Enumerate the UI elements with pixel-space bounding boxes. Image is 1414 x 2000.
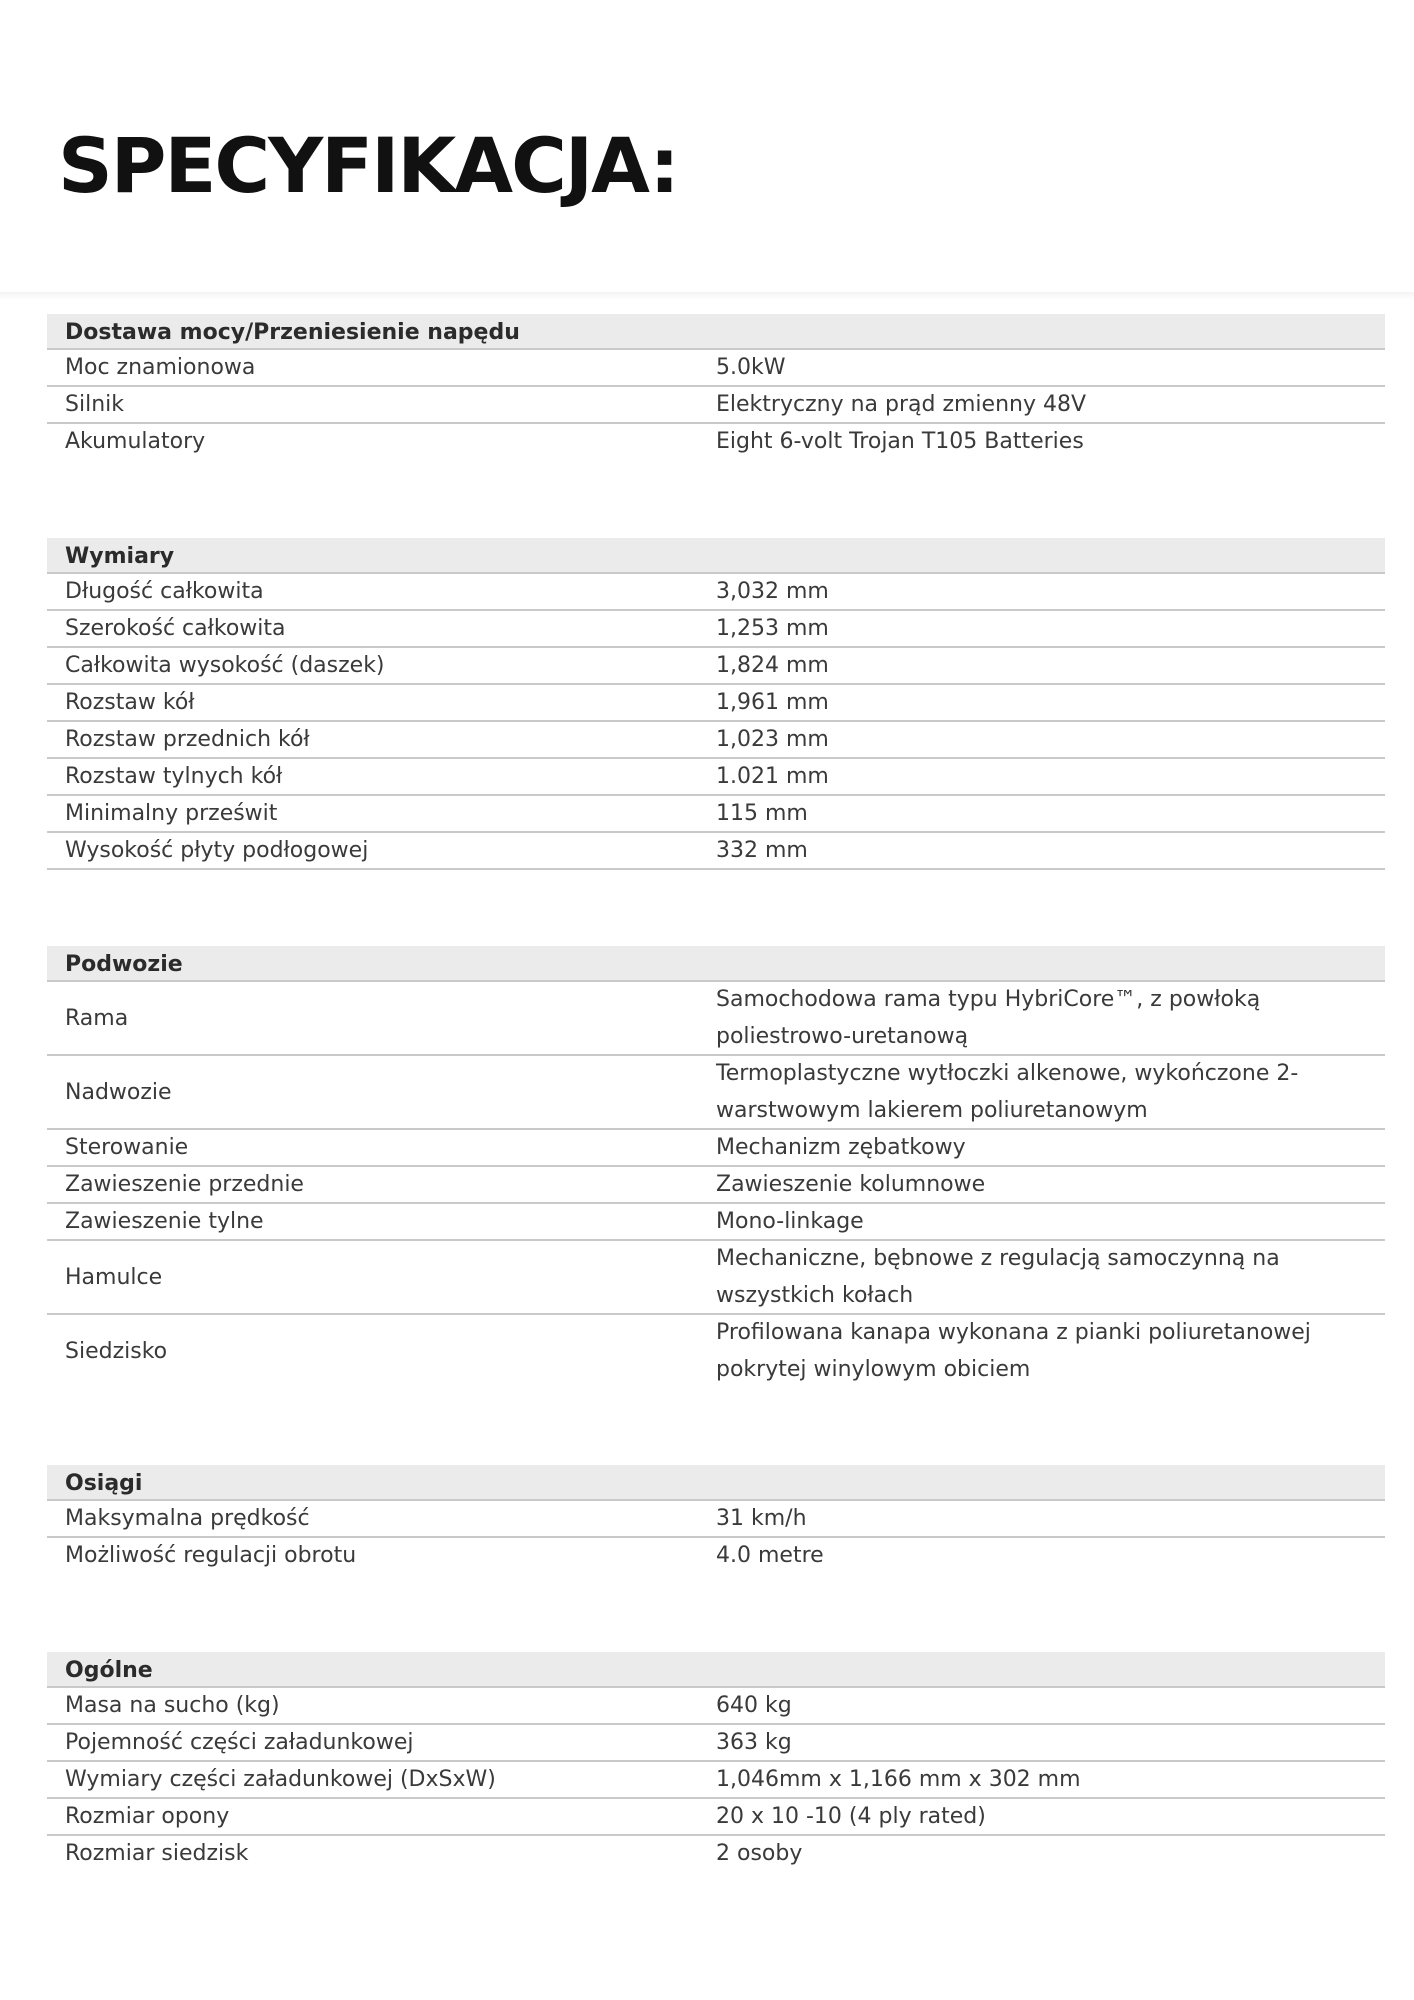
row-value: 5.0kW xyxy=(716,355,786,380)
row-label: Szerokość całkowita xyxy=(65,616,286,641)
row-value: 1,046mm x 1,166 mm x 302 mm xyxy=(716,1767,1081,1792)
table-row xyxy=(47,611,1385,648)
row-label: Możliwość regulacji obrotu xyxy=(65,1543,357,1568)
table-row xyxy=(47,1725,1385,1762)
section-header: Ogólne xyxy=(47,1652,1385,1688)
spec-section-power xyxy=(47,314,1385,459)
row-label: Rozstaw tylnych kół xyxy=(65,764,283,789)
row-value: 363 kg xyxy=(716,1730,792,1755)
row-label: Pojemność części załadunkowej xyxy=(65,1730,414,1755)
table-row xyxy=(47,1501,1385,1538)
row-label: Minimalny prześwit xyxy=(65,801,278,826)
row-label: Rozmiar siedzisk xyxy=(65,1841,249,1866)
row-label: Moc znamionowa xyxy=(65,355,256,380)
spec-section-performance xyxy=(47,1465,1385,1573)
table-row xyxy=(47,1204,1385,1241)
row-value: Samochodowa rama typu HybriCore™, z powłoką poliestrowo-uretanową xyxy=(716,987,1261,1049)
row-label: Całkowita wysokość (daszek) xyxy=(65,653,385,678)
table-row xyxy=(47,574,1385,611)
table-row xyxy=(47,1688,1385,1725)
row-label: Zawieszenie tylne xyxy=(65,1209,264,1234)
row-label: Sterowanie xyxy=(65,1135,189,1160)
table-row xyxy=(47,648,1385,685)
table-row xyxy=(47,424,1385,459)
row-value: 20 x 10 -10 (4 ply rated) xyxy=(716,1804,986,1829)
row-label: Nadwozie xyxy=(65,1079,172,1105)
row-value: Mono-linkage xyxy=(716,1209,864,1234)
row-label: Hamulce xyxy=(65,1264,163,1290)
table-row xyxy=(47,722,1385,759)
row-label: Akumulatory xyxy=(65,429,206,454)
header-divider xyxy=(0,292,1414,300)
table-row xyxy=(47,759,1385,796)
row-value: Eight 6-volt Trojan T105 Batteries xyxy=(716,429,1084,454)
table-row xyxy=(47,387,1385,424)
row-value: 1,253 mm xyxy=(716,616,829,641)
table-row xyxy=(47,833,1385,870)
table-row xyxy=(47,1130,1385,1167)
row-value: Zawieszenie kolumnowe xyxy=(716,1172,986,1197)
row-value: Termoplastyczne wytłoczki alkenowe, wykończone 2-warstwowym lakierem poliuretanowym xyxy=(716,1061,1299,1123)
row-label: Rozmiar opony xyxy=(65,1804,230,1829)
table-row xyxy=(47,685,1385,722)
row-value: 1,023 mm xyxy=(716,727,829,752)
table-row xyxy=(47,982,1385,1056)
table-row xyxy=(47,1315,1385,1387)
row-label: Rozstaw kół xyxy=(65,690,195,715)
table-row xyxy=(47,1056,1385,1130)
row-value: 3,032 mm xyxy=(716,579,829,604)
spec-section-general xyxy=(47,1652,1385,1871)
row-value: 115 mm xyxy=(716,801,808,826)
section-header: Osiągi xyxy=(47,1465,1385,1501)
section-header: Podwozie xyxy=(47,946,1385,982)
row-value: 1.021 mm xyxy=(716,764,829,789)
row-value: 4.0 metre xyxy=(716,1543,824,1568)
row-label: Długość całkowita xyxy=(65,579,264,604)
row-value: 332 mm xyxy=(716,838,808,863)
row-label: Silnik xyxy=(65,392,124,417)
table-row xyxy=(47,1836,1385,1871)
row-value: 2 osoby xyxy=(716,1841,803,1866)
table-row xyxy=(47,796,1385,833)
row-value: 31 km/h xyxy=(716,1506,807,1531)
table-row xyxy=(47,1799,1385,1836)
row-label: Wysokość płyty podłogowej xyxy=(65,838,369,863)
row-label: Rama xyxy=(65,1005,129,1031)
row-label: Siedzisko xyxy=(65,1338,168,1364)
row-value: Mechanizm zębatkowy xyxy=(716,1135,966,1160)
spec-section-chassis xyxy=(47,946,1385,1387)
spec-section-dimensions xyxy=(47,538,1385,870)
row-value: 1,824 mm xyxy=(716,653,829,678)
row-value: 640 kg xyxy=(716,1693,792,1718)
page-title: SPECYFIKACJA: xyxy=(58,121,678,210)
table-row xyxy=(47,1762,1385,1799)
row-label: Zawieszenie przednie xyxy=(65,1172,304,1197)
row-value: Mechaniczne, bębnowe z regulacją samoczynną na wszystkich kołach xyxy=(716,1246,1280,1308)
row-label: Masa na sucho (kg) xyxy=(65,1693,280,1718)
section-header: Dostawa mocy/Przeniesienie napędu xyxy=(47,314,1385,350)
table-row xyxy=(47,1241,1385,1315)
table-row xyxy=(47,1167,1385,1204)
section-header: Wymiary xyxy=(47,538,1385,574)
row-label: Maksymalna prędkość xyxy=(65,1506,310,1531)
row-label: Wymiary części załadunkowej (DxSxW) xyxy=(65,1767,496,1792)
table-row xyxy=(47,1538,1385,1573)
row-label: Rozstaw przednich kół xyxy=(65,727,310,752)
row-value: Profilowana kanapa wykonana z pianki poliuretanowej pokrytej winylowym obiciem xyxy=(716,1320,1311,1382)
row-value: 1,961 mm xyxy=(716,690,829,715)
row-value: Elektryczny na prąd zmienny 48V xyxy=(716,392,1087,417)
table-row xyxy=(47,350,1385,387)
